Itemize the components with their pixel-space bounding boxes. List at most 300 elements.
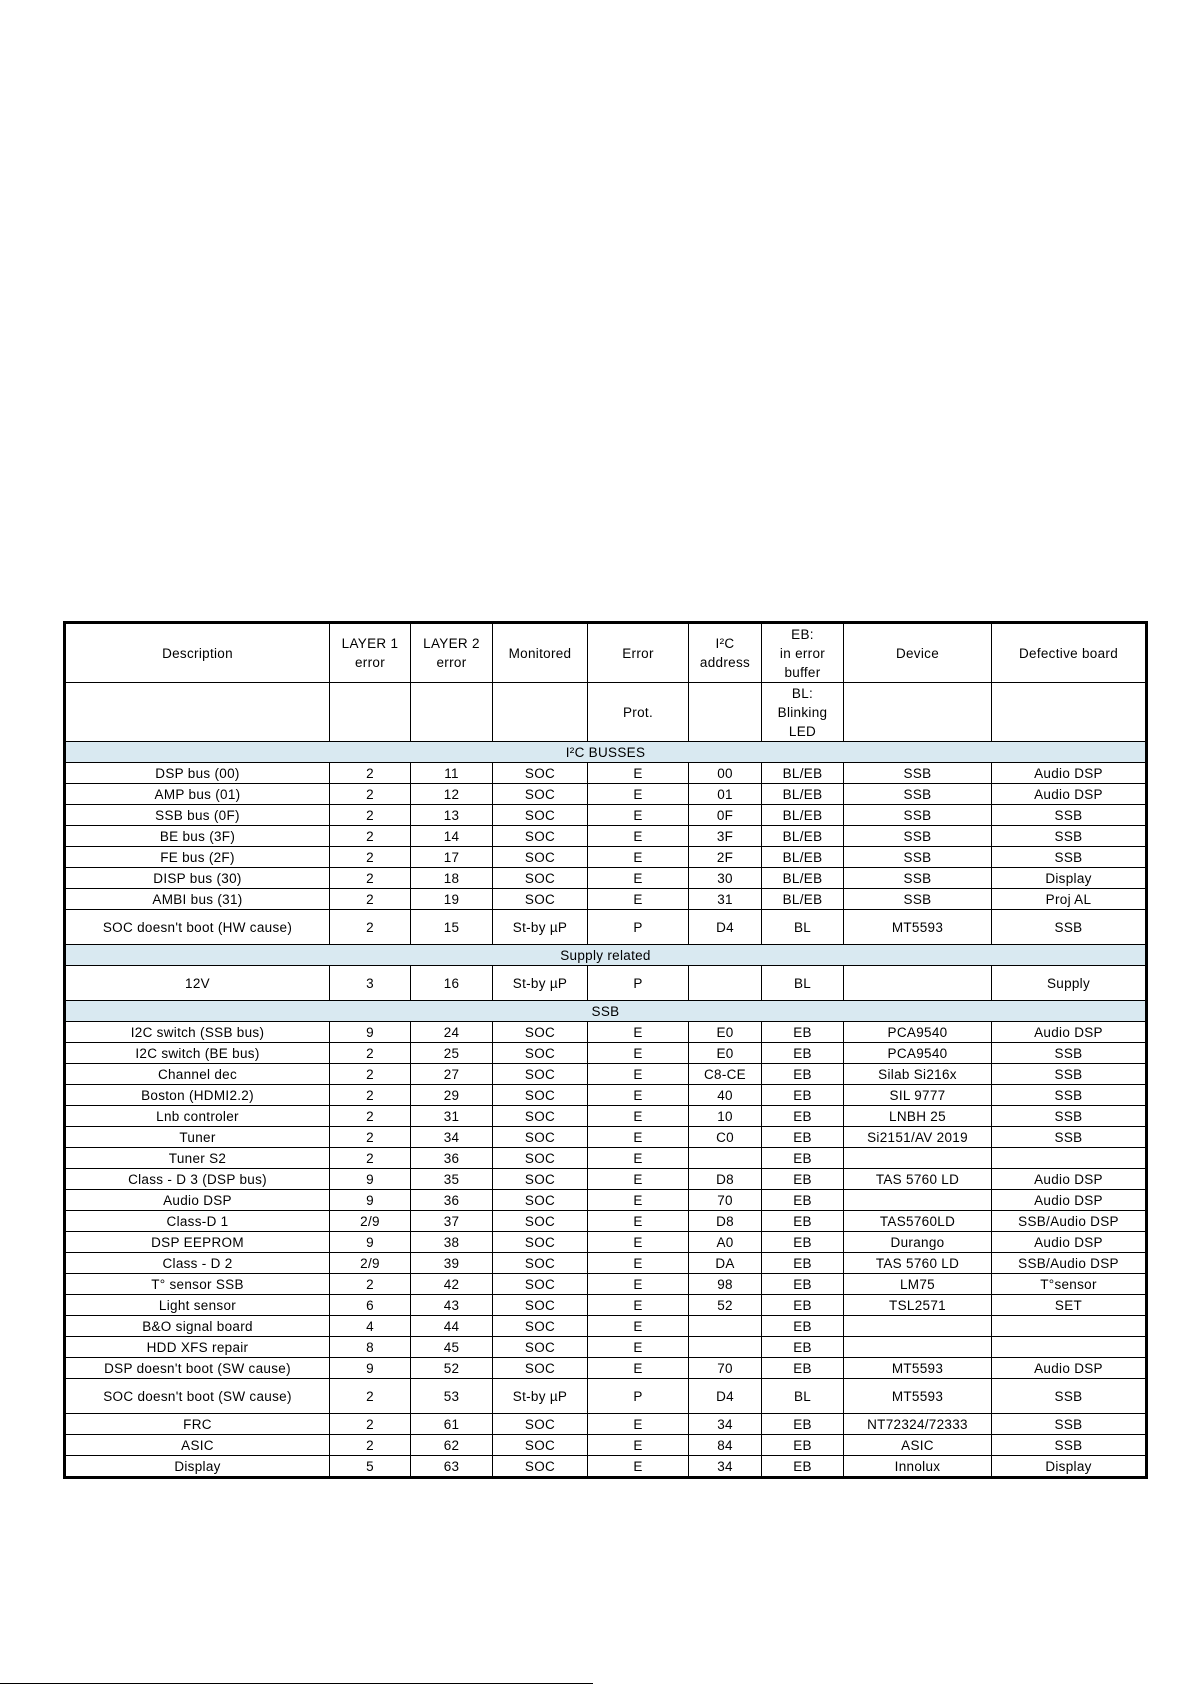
cell-eb-bl: EB	[762, 1358, 844, 1379]
cell-error-type: E	[588, 1274, 689, 1295]
cell-error-type: E	[588, 868, 689, 889]
cell-monitored: SOC	[493, 1456, 588, 1478]
table-row	[65, 1295, 1147, 1316]
cell-i2c-address: 52	[689, 1295, 762, 1316]
cell-device: ASIC	[844, 1435, 992, 1456]
cell-layer2-error: 35	[411, 1169, 493, 1190]
cell-defective-board: SET	[992, 1295, 1147, 1316]
cell-description: FE bus (2F)	[65, 847, 330, 868]
cell-description: 12V	[65, 966, 330, 1001]
cell-eb-bl: EB	[762, 1190, 844, 1211]
cell-monitored: SOC	[493, 1064, 588, 1085]
cell-device: SSB	[844, 763, 992, 784]
cell-layer2-error: 14	[411, 826, 493, 847]
cell-monitored: SOC	[493, 1337, 588, 1358]
cell-monitored: SOC	[493, 1211, 588, 1232]
cell-eb-bl: EB	[762, 1106, 844, 1127]
cell-layer1-error: 2/9	[330, 1253, 411, 1274]
cell-error-type: E	[588, 1148, 689, 1169]
cell-eb-bl: EB	[762, 1148, 844, 1169]
cell-device: SSB	[844, 868, 992, 889]
cell-eb-bl: EB	[762, 1127, 844, 1148]
cell-layer2-error: 44	[411, 1316, 493, 1337]
cell-error-type: E	[588, 1127, 689, 1148]
table-row	[65, 1456, 1147, 1478]
cell-monitored: SOC	[493, 1253, 588, 1274]
cell-i2c-address: 0F	[689, 805, 762, 826]
cell-i2c-address: 98	[689, 1274, 762, 1295]
cell-monitored: SOC	[493, 1316, 588, 1337]
cell-defective-board: SSB/Audio DSP	[992, 1253, 1147, 1274]
cell-description: DSP EEPROM	[65, 1232, 330, 1253]
header-row	[65, 623, 1147, 683]
cell-i2c-address	[689, 1148, 762, 1169]
cell-device: Silab Si216x	[844, 1064, 992, 1085]
header2-prot: Prot.	[588, 683, 689, 742]
cell-monitored: SOC	[493, 1190, 588, 1211]
cell-layer2-error: 18	[411, 868, 493, 889]
cell-layer1-error: 2/9	[330, 1211, 411, 1232]
cell-description: DSP bus (00)	[65, 763, 330, 784]
cell-i2c-address	[689, 1316, 762, 1337]
cell-error-type: E	[588, 1456, 689, 1478]
cell-eb-bl: EB	[762, 1022, 844, 1043]
cell-error-type: E	[588, 1414, 689, 1435]
cell-i2c-address: 70	[689, 1358, 762, 1379]
cell-description: DISP bus (30)	[65, 868, 330, 889]
cell-layer2-error: 31	[411, 1106, 493, 1127]
cell-eb-bl: BL	[762, 1379, 844, 1414]
cell-eb-bl: EB	[762, 1295, 844, 1316]
cell-defective-board: SSB	[992, 1379, 1147, 1414]
cell-defective-board: SSB	[992, 805, 1147, 826]
table-row	[65, 910, 1147, 945]
cell-defective-board: T°sensor	[992, 1274, 1147, 1295]
cell-layer2-error: 37	[411, 1211, 493, 1232]
table-row	[65, 966, 1147, 1001]
cell-i2c-address: 84	[689, 1435, 762, 1456]
cell-device: SSB	[844, 847, 992, 868]
cell-layer2-error: 25	[411, 1043, 493, 1064]
cell-layer1-error: 9	[330, 1232, 411, 1253]
cell-layer1-error: 2	[330, 784, 411, 805]
table-row	[65, 826, 1147, 847]
table-row	[65, 1253, 1147, 1274]
cell-i2c-address: 31	[689, 889, 762, 910]
table-row	[65, 1169, 1147, 1190]
cell-device	[844, 1148, 992, 1169]
table-row	[65, 1379, 1147, 1414]
cell-device: NT72324/72333	[844, 1414, 992, 1435]
cell-layer1-error: 2	[330, 1414, 411, 1435]
cell-layer1-error: 2	[330, 1106, 411, 1127]
cell-layer1-error: 2	[330, 1064, 411, 1085]
cell-layer1-error: 2	[330, 805, 411, 826]
cell-device: TSL2571	[844, 1295, 992, 1316]
error-code-table	[63, 621, 1148, 1479]
cell-description: Class - D 3 (DSP bus)	[65, 1169, 330, 1190]
table-row	[65, 1414, 1147, 1435]
header-device: Device	[844, 623, 992, 683]
cell-device: SSB	[844, 826, 992, 847]
table-row	[65, 1274, 1147, 1295]
cell-monitored: SOC	[493, 1085, 588, 1106]
cell-layer1-error: 2	[330, 1085, 411, 1106]
cell-i2c-address	[689, 966, 762, 1001]
cell-eb-bl: EB	[762, 1253, 844, 1274]
cell-layer1-error: 2	[330, 868, 411, 889]
cell-description: Class - D 2	[65, 1253, 330, 1274]
cell-error-type: P	[588, 1379, 689, 1414]
cell-description: I2C switch (SSB bus)	[65, 1022, 330, 1043]
cell-description: Tuner S2	[65, 1148, 330, 1169]
table-row	[65, 1190, 1147, 1211]
cell-monitored: SOC	[493, 1232, 588, 1253]
table-row	[65, 784, 1147, 805]
cell-i2c-address: 10	[689, 1106, 762, 1127]
section-header-row	[65, 945, 1147, 966]
table-row	[65, 868, 1147, 889]
cell-layer1-error: 9	[330, 1022, 411, 1043]
cell-layer1-error: 2	[330, 1127, 411, 1148]
header-defective-board: Defective board	[992, 623, 1147, 683]
cell-device: SSB	[844, 805, 992, 826]
cell-monitored: SOC	[493, 1169, 588, 1190]
table-row	[65, 889, 1147, 910]
cell-layer2-error: 63	[411, 1456, 493, 1478]
cell-i2c-address: 70	[689, 1190, 762, 1211]
cell-defective-board: Display	[992, 868, 1147, 889]
cell-error-type: E	[588, 826, 689, 847]
header-row-2	[65, 683, 1147, 742]
section-title: SSB	[65, 1001, 1147, 1022]
cell-device: SSB	[844, 784, 992, 805]
cell-error-type: E	[588, 889, 689, 910]
table-row	[65, 1358, 1147, 1379]
cell-layer2-error: 29	[411, 1085, 493, 1106]
cell-monitored: SOC	[493, 1295, 588, 1316]
cell-error-type: E	[588, 1064, 689, 1085]
table-row	[65, 1232, 1147, 1253]
cell-defective-board: Display	[992, 1456, 1147, 1478]
table-row	[65, 1435, 1147, 1456]
header2-empty	[65, 683, 330, 742]
cell-error-type: P	[588, 910, 689, 945]
cell-monitored: SOC	[493, 1127, 588, 1148]
cell-monitored: St-by µP	[493, 1379, 588, 1414]
table-row	[65, 1148, 1147, 1169]
cell-device: PCA9540	[844, 1022, 992, 1043]
cell-layer1-error: 8	[330, 1337, 411, 1358]
cell-i2c-address: E0	[689, 1043, 762, 1064]
header-layer1: LAYER 1 error	[330, 623, 411, 683]
cell-i2c-address: 2F	[689, 847, 762, 868]
footer-rule	[0, 1683, 593, 1684]
cell-i2c-address: 40	[689, 1085, 762, 1106]
cell-device: MT5593	[844, 910, 992, 945]
cell-i2c-address: DA	[689, 1253, 762, 1274]
cell-layer1-error: 2	[330, 1148, 411, 1169]
cell-defective-board: Supply	[992, 966, 1147, 1001]
cell-device: Si2151/AV 2019	[844, 1127, 992, 1148]
cell-layer1-error: 2	[330, 847, 411, 868]
cell-i2c-address: D8	[689, 1169, 762, 1190]
cell-device: LNBH 25	[844, 1106, 992, 1127]
cell-error-type: E	[588, 1106, 689, 1127]
cell-layer2-error: 24	[411, 1022, 493, 1043]
table-row	[65, 1211, 1147, 1232]
cell-error-type: E	[588, 1253, 689, 1274]
table-row	[65, 805, 1147, 826]
cell-layer2-error: 13	[411, 805, 493, 826]
cell-defective-board: Audio DSP	[992, 1358, 1147, 1379]
header2-empty	[689, 683, 762, 742]
header2-empty	[411, 683, 493, 742]
cell-monitored: SOC	[493, 1274, 588, 1295]
section-header-row	[65, 1001, 1147, 1022]
cell-eb-bl: EB	[762, 1211, 844, 1232]
cell-eb-bl: EB	[762, 1043, 844, 1064]
cell-i2c-address: 3F	[689, 826, 762, 847]
cell-eb-bl: EB	[762, 1085, 844, 1106]
cell-description: DSP doesn't boot (SW cause)	[65, 1358, 330, 1379]
cell-device: SIL 9777	[844, 1085, 992, 1106]
cell-description: Audio DSP	[65, 1190, 330, 1211]
cell-layer2-error: 43	[411, 1295, 493, 1316]
cell-device	[844, 1337, 992, 1358]
cell-device	[844, 1190, 992, 1211]
cell-description: Tuner	[65, 1127, 330, 1148]
cell-layer1-error: 2	[330, 826, 411, 847]
table-row	[65, 1106, 1147, 1127]
table-row	[65, 1022, 1147, 1043]
cell-error-type: E	[588, 847, 689, 868]
cell-i2c-address: D4	[689, 910, 762, 945]
cell-i2c-address: A0	[689, 1232, 762, 1253]
cell-eb-bl: BL/EB	[762, 847, 844, 868]
cell-error-type: E	[588, 784, 689, 805]
cell-i2c-address: 34	[689, 1456, 762, 1478]
cell-i2c-address: D8	[689, 1211, 762, 1232]
cell-layer1-error: 5	[330, 1456, 411, 1478]
cell-defective-board: Audio DSP	[992, 784, 1147, 805]
header2-bl: BL: Blinking LED	[762, 683, 844, 742]
cell-eb-bl: EB	[762, 1064, 844, 1085]
cell-layer2-error: 42	[411, 1274, 493, 1295]
cell-defective-board	[992, 1337, 1147, 1358]
cell-layer1-error: 3	[330, 966, 411, 1001]
cell-error-type: E	[588, 763, 689, 784]
cell-layer1-error: 2	[330, 1379, 411, 1414]
section-title: Supply related	[65, 945, 1147, 966]
cell-device: Innolux	[844, 1456, 992, 1478]
cell-error-type: E	[588, 1211, 689, 1232]
cell-eb-bl: EB	[762, 1337, 844, 1358]
cell-i2c-address: D4	[689, 1379, 762, 1414]
cell-device: TAS 5760 LD	[844, 1253, 992, 1274]
cell-eb-bl: BL	[762, 910, 844, 945]
cell-eb-bl: BL/EB	[762, 763, 844, 784]
header-monitored: Monitored	[493, 623, 588, 683]
cell-defective-board: Audio DSP	[992, 763, 1147, 784]
cell-layer2-error: 39	[411, 1253, 493, 1274]
cell-monitored: SOC	[493, 1435, 588, 1456]
cell-layer2-error: 27	[411, 1064, 493, 1085]
cell-layer2-error: 61	[411, 1414, 493, 1435]
cell-monitored: SOC	[493, 1043, 588, 1064]
cell-device: MT5593	[844, 1358, 992, 1379]
header2-empty	[493, 683, 588, 742]
table-row	[65, 1316, 1147, 1337]
cell-description: ASIC	[65, 1435, 330, 1456]
cell-monitored: SOC	[493, 868, 588, 889]
cell-error-type: E	[588, 1358, 689, 1379]
cell-eb-bl: BL/EB	[762, 868, 844, 889]
header2-empty	[844, 683, 992, 742]
cell-defective-board: SSB/Audio DSP	[992, 1211, 1147, 1232]
cell-layer1-error: 9	[330, 1190, 411, 1211]
cell-description: Class-D 1	[65, 1211, 330, 1232]
cell-layer2-error: 62	[411, 1435, 493, 1456]
cell-defective-board	[992, 1148, 1147, 1169]
cell-device: Durango	[844, 1232, 992, 1253]
cell-defective-board: SSB	[992, 1106, 1147, 1127]
cell-defective-board: SSB	[992, 1085, 1147, 1106]
cell-i2c-address: 34	[689, 1414, 762, 1435]
cell-monitored: SOC	[493, 1022, 588, 1043]
cell-device: TAS 5760 LD	[844, 1169, 992, 1190]
cell-device: PCA9540	[844, 1043, 992, 1064]
cell-i2c-address: 00	[689, 763, 762, 784]
cell-monitored: SOC	[493, 1148, 588, 1169]
cell-layer2-error: 52	[411, 1358, 493, 1379]
cell-error-type: E	[588, 805, 689, 826]
cell-error-type: E	[588, 1337, 689, 1358]
cell-description: SSB bus (0F)	[65, 805, 330, 826]
cell-i2c-address: C0	[689, 1127, 762, 1148]
cell-monitored: SOC	[493, 763, 588, 784]
cell-eb-bl: EB	[762, 1169, 844, 1190]
table-row	[65, 1043, 1147, 1064]
cell-eb-bl: BL/EB	[762, 805, 844, 826]
cell-layer2-error: 45	[411, 1337, 493, 1358]
cell-error-type: E	[588, 1435, 689, 1456]
cell-layer2-error: 53	[411, 1379, 493, 1414]
cell-i2c-address: 01	[689, 784, 762, 805]
cell-i2c-address: E0	[689, 1022, 762, 1043]
cell-defective-board: SSB	[992, 1064, 1147, 1085]
cell-device: LM75	[844, 1274, 992, 1295]
cell-layer1-error: 2	[330, 1274, 411, 1295]
header-i2c-address: I²C address	[689, 623, 762, 683]
section-title: I²C BUSSES	[65, 742, 1147, 763]
section-header-row	[65, 742, 1147, 763]
cell-description: Lnb controler	[65, 1106, 330, 1127]
cell-error-type: E	[588, 1316, 689, 1337]
cell-defective-board: SSB	[992, 847, 1147, 868]
header-layer2: LAYER 2 error	[411, 623, 493, 683]
cell-description: Display	[65, 1456, 330, 1478]
cell-layer1-error: 2	[330, 763, 411, 784]
cell-eb-bl: EB	[762, 1274, 844, 1295]
table-row	[65, 847, 1147, 868]
cell-defective-board	[992, 1316, 1147, 1337]
cell-layer2-error: 17	[411, 847, 493, 868]
cell-error-type: E	[588, 1190, 689, 1211]
cell-layer2-error: 38	[411, 1232, 493, 1253]
cell-defective-board: SSB	[992, 1127, 1147, 1148]
cell-error-type: E	[588, 1232, 689, 1253]
cell-monitored: St-by µP	[493, 910, 588, 945]
cell-error-type: E	[588, 1169, 689, 1190]
cell-defective-board: SSB	[992, 1414, 1147, 1435]
cell-layer2-error: 19	[411, 889, 493, 910]
cell-monitored: SOC	[493, 889, 588, 910]
cell-description: FRC	[65, 1414, 330, 1435]
table-row	[65, 1127, 1147, 1148]
cell-description: I2C switch (BE bus)	[65, 1043, 330, 1064]
cell-layer2-error: 34	[411, 1127, 493, 1148]
cell-description: SOC doesn't boot (SW cause)	[65, 1379, 330, 1414]
table-row	[65, 1085, 1147, 1106]
cell-device: TAS5760LD	[844, 1211, 992, 1232]
cell-description: BE bus (3F)	[65, 826, 330, 847]
cell-eb-bl: EB	[762, 1456, 844, 1478]
cell-defective-board: Proj AL	[992, 889, 1147, 910]
cell-layer2-error: 11	[411, 763, 493, 784]
cell-monitored: SOC	[493, 805, 588, 826]
cell-layer1-error: 2	[330, 910, 411, 945]
cell-eb-bl: BL/EB	[762, 826, 844, 847]
cell-i2c-address: 30	[689, 868, 762, 889]
cell-device: MT5593	[844, 1379, 992, 1414]
cell-description: HDD XFS repair	[65, 1337, 330, 1358]
cell-monitored: SOC	[493, 1106, 588, 1127]
cell-description: Light sensor	[65, 1295, 330, 1316]
cell-layer2-error: 12	[411, 784, 493, 805]
cell-description: T° sensor SSB	[65, 1274, 330, 1295]
cell-error-type: E	[588, 1085, 689, 1106]
cell-description: Boston (HDMI2.2)	[65, 1085, 330, 1106]
header2-empty	[992, 683, 1147, 742]
cell-defective-board: SSB	[992, 826, 1147, 847]
cell-description: SOC doesn't boot (HW cause)	[65, 910, 330, 945]
cell-description: Channel dec	[65, 1064, 330, 1085]
cell-layer1-error: 2	[330, 1043, 411, 1064]
cell-eb-bl: BL/EB	[762, 889, 844, 910]
cell-device	[844, 966, 992, 1001]
cell-monitored: SOC	[493, 826, 588, 847]
cell-defective-board: Audio DSP	[992, 1022, 1147, 1043]
header-error: Error	[588, 623, 689, 683]
cell-layer2-error: 15	[411, 910, 493, 945]
cell-i2c-address	[689, 1337, 762, 1358]
cell-defective-board: Audio DSP	[992, 1169, 1147, 1190]
cell-layer1-error: 9	[330, 1169, 411, 1190]
cell-error-type: E	[588, 1022, 689, 1043]
cell-description: AMBI bus (31)	[65, 889, 330, 910]
cell-monitored: SOC	[493, 847, 588, 868]
cell-i2c-address: C8-CE	[689, 1064, 762, 1085]
cell-defective-board: Audio DSP	[992, 1190, 1147, 1211]
cell-eb-bl: BL/EB	[762, 784, 844, 805]
cell-device: SSB	[844, 889, 992, 910]
cell-layer2-error: 36	[411, 1190, 493, 1211]
header-eb: EB: in error buffer	[762, 623, 844, 683]
cell-monitored: SOC	[493, 1358, 588, 1379]
cell-error-type: P	[588, 966, 689, 1001]
cell-defective-board: SSB	[992, 1043, 1147, 1064]
